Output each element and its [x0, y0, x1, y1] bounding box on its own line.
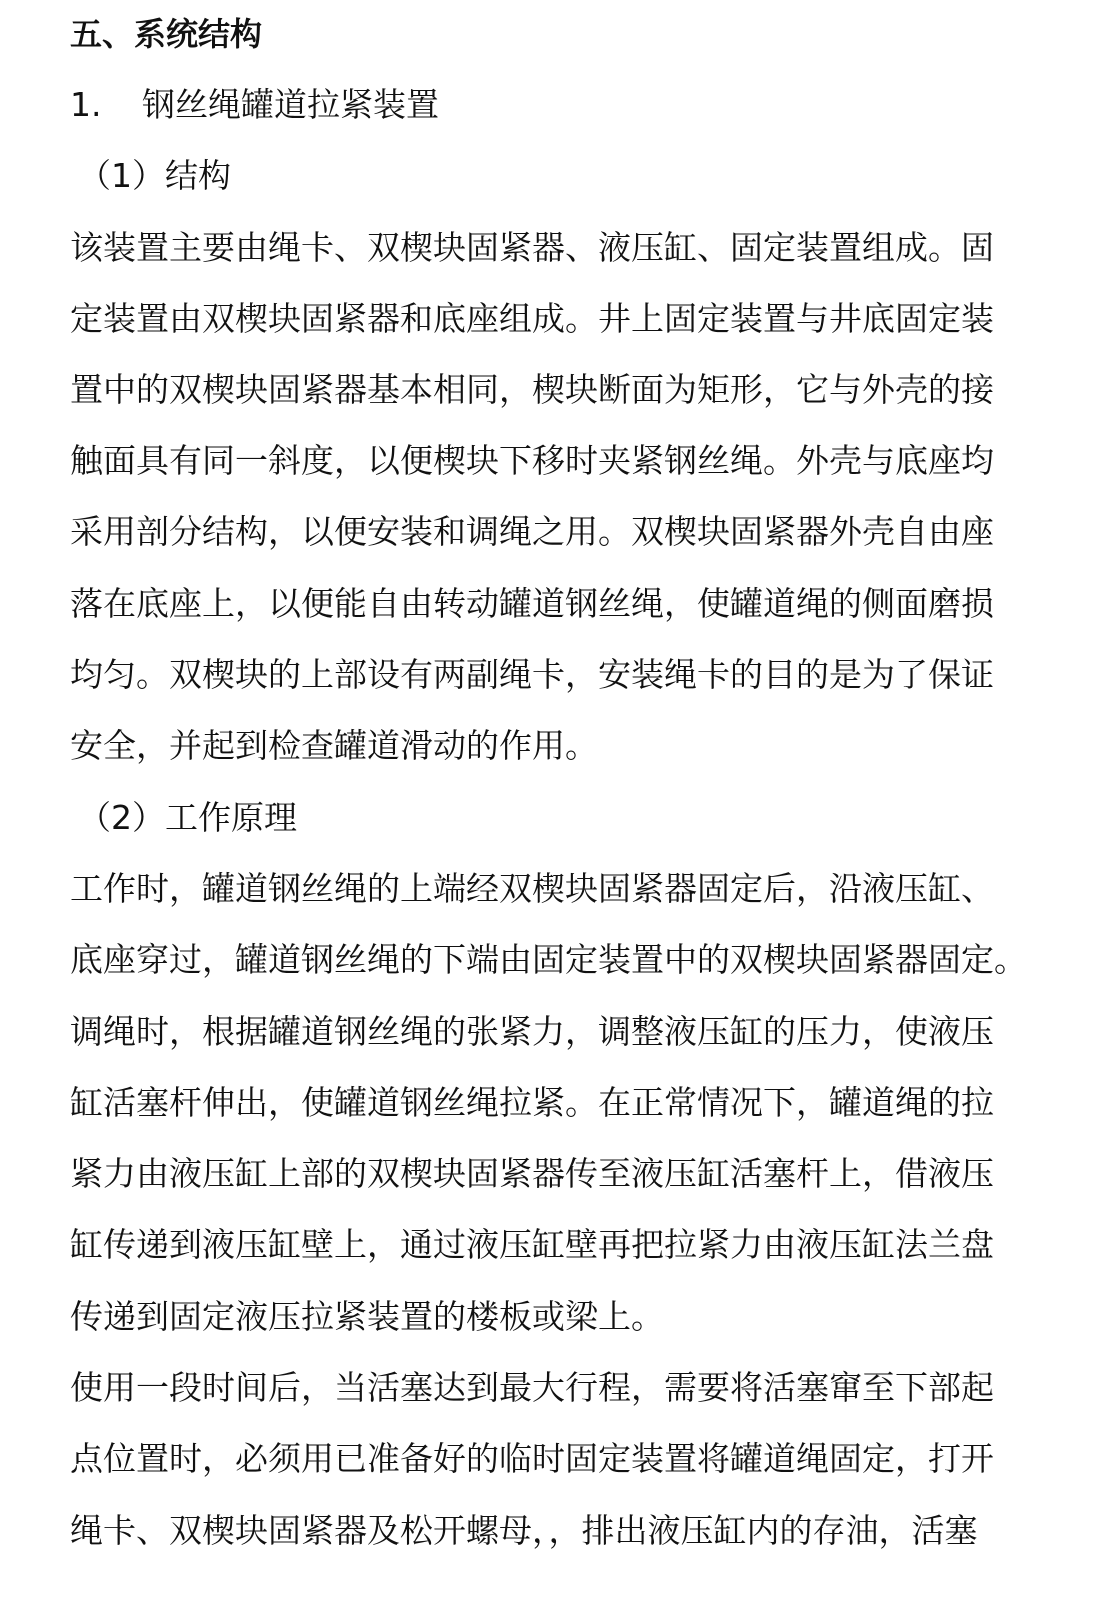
paragraph-2-line: 工作时，罐道钢丝绳的上端经双楔块固紧器固定后，沿液压缸、: [70, 869, 994, 908]
subsection-1-heading: （1）结构: [78, 156, 231, 195]
item-1-heading: [70, 85, 439, 125]
paragraph-1-line: 触面具有同一斜度，以便楔块下移时夹紧钢丝绳。外壳与底座均: [70, 441, 994, 480]
paragraph-1-line: 置中的双楔块固紧器基本相同，楔块断面为矩形，它与外壳的接: [70, 370, 994, 409]
subsection-2-heading: （2）工作原理: [78, 798, 297, 837]
paragraph-1-line: 落在底座上，以便能自由转动罐道钢丝绳，使罐道绳的侧面磨损: [70, 584, 994, 623]
paragraph-2-line: 紧力由液压缸上部的双楔块固紧器传至液压缸活塞杆上，借液压: [70, 1154, 994, 1193]
paragraph-3-line: 点位置时，必须用已准备好的临时固定装置将罐道绳固定，打开: [70, 1439, 994, 1478]
paragraph-2-line: 缸传递到液压缸壁上，通过液压缸壁再把拉紧力由液压缸法兰盘: [70, 1225, 994, 1264]
paragraph-1-line: 均匀。双楔块的上部设有两副绳卡，安装绳卡的目的是为了保证: [70, 655, 994, 694]
paragraph-1-line: 定装置由双楔块固紧器和底座组成。井上固定装置与井底固定装: [70, 299, 994, 338]
paragraph-2-line: 缸活塞杆伸出，使罐道钢丝绳拉紧。在正常情况下，罐道绳的拉: [70, 1083, 994, 1122]
paragraph-2-line: 底座穿过，罐道钢丝绳的下端由固定装置中的双楔块固紧器固定。: [70, 940, 1027, 979]
paragraph-1-line: 采用剖分结构，以便安装和调绳之用。双楔块固紧器外壳自由座: [70, 512, 994, 551]
paragraph-2-line: 传递到固定液压拉紧装置的楼板或梁上。: [70, 1297, 664, 1336]
paragraph-3-line: 使用一段时间后，当活塞达到最大行程，需要将活塞窜至下部起: [70, 1368, 994, 1407]
paragraph-1-line: 该装置主要由绳卡、双楔块固紧器、液压缸、固定装置组成。固: [70, 228, 994, 267]
section-title: 五、系统结构: [70, 15, 263, 53]
item-1-title: 钢丝绳罐道拉紧装置: [142, 85, 439, 124]
paragraph-2-line: 调绳时，根据罐道钢丝绳的张紧力，调整液压缸的压力，使液压: [70, 1012, 994, 1051]
paragraph-1-line: 安全，并起到检查罐道滑动的作用。: [70, 726, 598, 765]
paragraph-3-line: 绳卡、双楔块固紧器及松开螺母，，排出液压缸内的存油，活塞: [70, 1511, 978, 1550]
item-1-number: 1.: [70, 85, 102, 124]
